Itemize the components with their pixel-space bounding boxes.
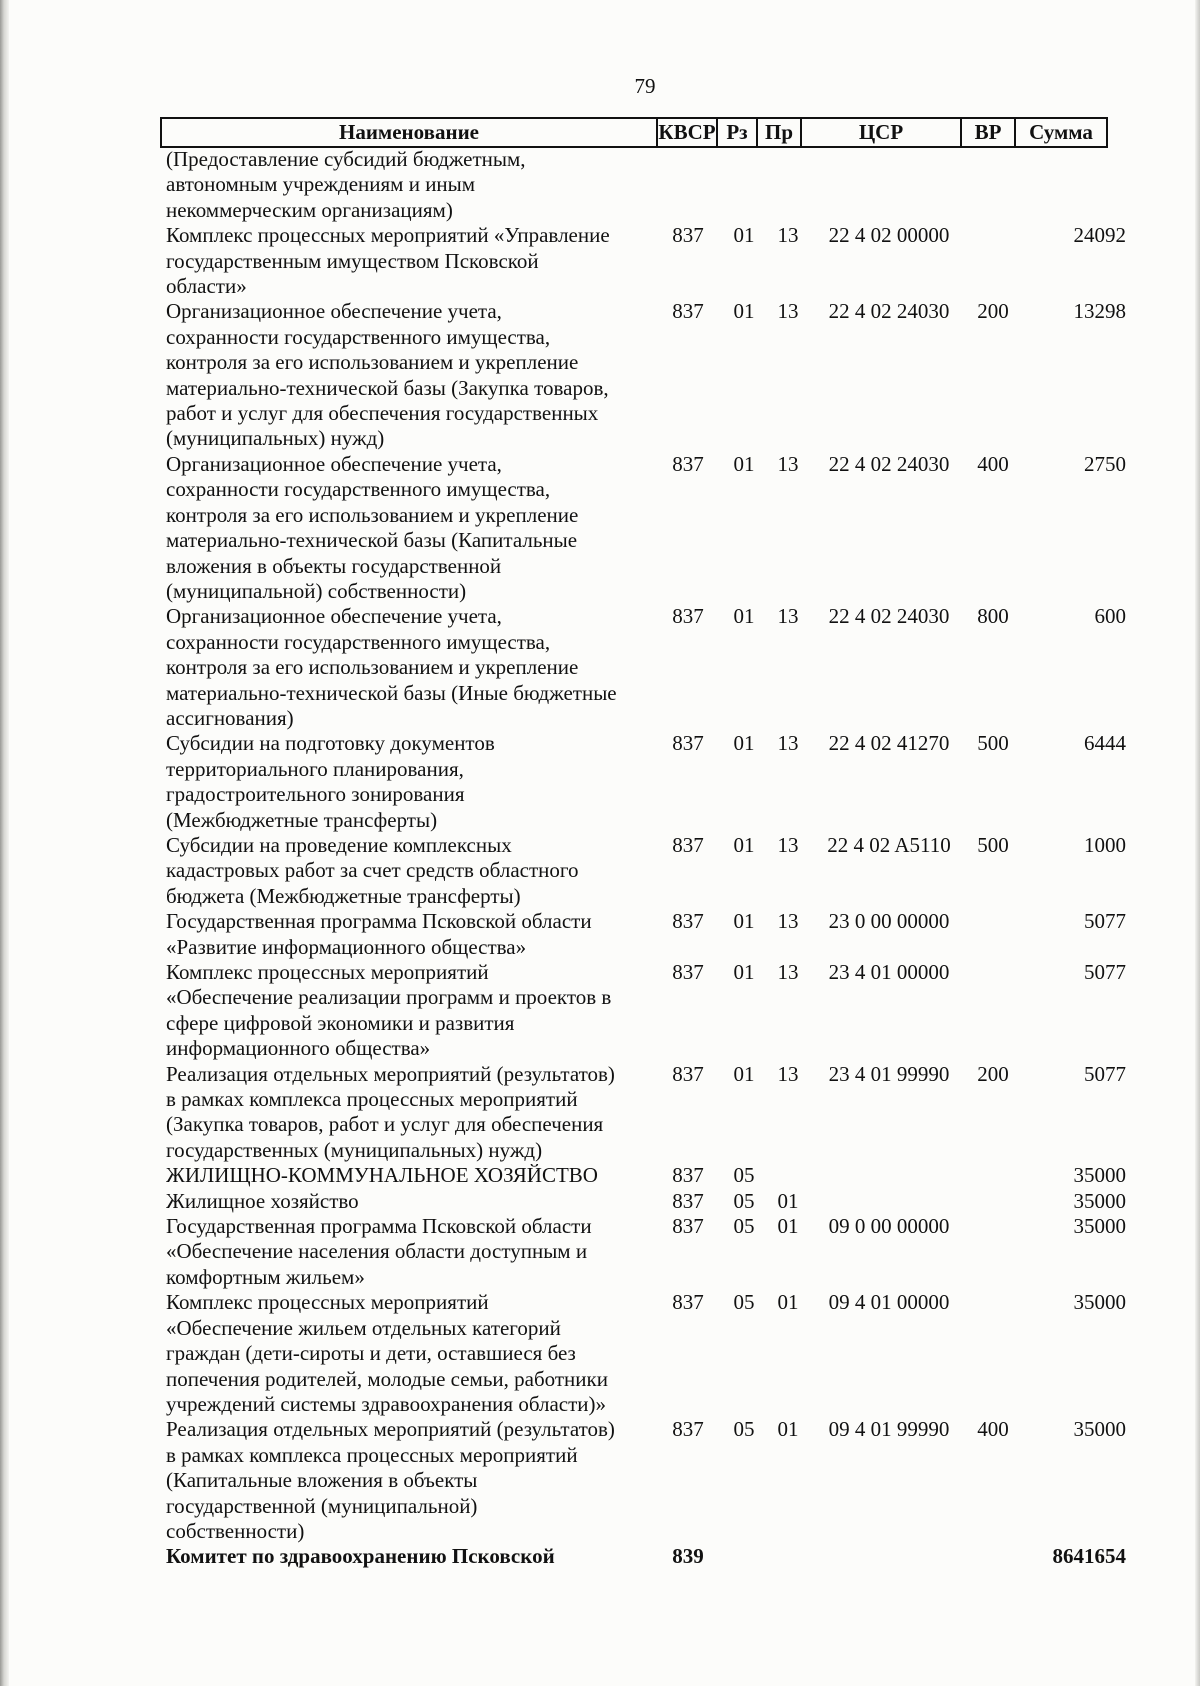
row-name-line: «Обеспечение населения области доступным и xyxy=(166,1239,588,1264)
row-vr: 200 xyxy=(977,299,1009,324)
row-rz: 05 xyxy=(733,1214,755,1239)
row-name-line: некоммерческим организациям) xyxy=(166,197,453,222)
row-name-line: Организационное обеспечение учета, xyxy=(166,451,502,476)
row-summa: 5077 xyxy=(1084,909,1126,934)
row-vr: 500 xyxy=(977,731,1009,756)
row-pr: 13 xyxy=(777,1061,799,1086)
row-vr: 500 xyxy=(977,832,1009,857)
header-name: Наименование xyxy=(339,120,479,144)
row-summa: 5077 xyxy=(1084,960,1126,984)
row-name-line: граждан (дети-сироты и дети, оставшиеся без xyxy=(166,1341,576,1366)
table-header xyxy=(160,117,1108,148)
row-pr: 13 xyxy=(777,451,799,476)
row-name-line: государственным имуществом Псковской xyxy=(166,248,539,273)
row-pr: 01 xyxy=(777,1417,799,1442)
row-name-line: сохранности государственного имущества, xyxy=(166,629,551,654)
row-name-line: Комплекс процессных мероприятий xyxy=(166,960,489,984)
row-rz: 01 xyxy=(733,451,755,476)
row-name xyxy=(166,960,646,1062)
table-body xyxy=(0,147,1200,1570)
row-pr: 13 xyxy=(777,223,799,248)
row-summa: 1000 xyxy=(1084,832,1126,857)
row-name-line: государственных (муниципальных) нужд) xyxy=(166,1137,543,1162)
row-vr: 400 xyxy=(977,451,1009,476)
row-pr: 01 xyxy=(777,1290,799,1315)
row-name-line: сохранности государственного имущества, xyxy=(166,324,551,349)
row-pr: 13 xyxy=(777,604,799,629)
table-row xyxy=(0,604,1200,731)
row-name-line: градостроительного зонирования xyxy=(166,782,465,807)
row-csr: 23 4 01 99990 xyxy=(828,1061,950,1086)
row-pr: 13 xyxy=(777,960,799,984)
row-name xyxy=(166,1544,646,1569)
row-rz: 01 xyxy=(733,604,755,629)
row-name xyxy=(166,833,646,909)
row-kvsr: 837 xyxy=(672,960,704,984)
row-name-line: (муниципальной) собственности) xyxy=(166,578,467,603)
row-name-line: Жилищное хозяйство xyxy=(166,1188,359,1213)
row-name-line: учреждений системы здравоохранения области)» xyxy=(166,1391,607,1416)
row-name-line: сфере цифровой экономики и развития xyxy=(166,1010,515,1035)
row-summa: 13298 xyxy=(1073,299,1126,324)
table-row xyxy=(0,1062,1200,1164)
row-summa: 8641654 xyxy=(1052,1544,1126,1569)
row-name-line: кадастровых работ за счет средств областного xyxy=(166,858,579,883)
row-name-line: материально-технической базы (Капитальные xyxy=(166,528,578,553)
table-row xyxy=(0,452,1200,604)
row-name xyxy=(166,147,646,223)
row-kvsr: 837 xyxy=(672,604,704,629)
row-name-line: Организационное обеспечение учета, xyxy=(166,604,502,629)
header-pr: Пр xyxy=(764,120,793,144)
row-name xyxy=(166,299,646,451)
row-name-line: ассигнования) xyxy=(166,705,294,730)
row-kvsr: 837 xyxy=(672,1163,704,1188)
row-name-line: области» xyxy=(166,274,247,299)
table-row xyxy=(0,731,1200,833)
row-vr: 800 xyxy=(977,604,1009,629)
row-csr: 22 4 02 24030 xyxy=(828,299,950,324)
row-rz: 05 xyxy=(733,1163,755,1188)
row-kvsr: 837 xyxy=(672,223,704,248)
row-kvsr: 837 xyxy=(672,832,704,857)
row-kvsr: 837 xyxy=(672,909,704,934)
row-name xyxy=(166,1163,646,1188)
row-kvsr: 837 xyxy=(672,1290,704,1315)
row-name-line: Субсидии на проведение комплексных xyxy=(166,832,512,857)
row-name-line: контроля за его использованием и укрепление xyxy=(166,502,579,527)
table-row xyxy=(0,833,1200,909)
table-row xyxy=(0,147,1200,223)
row-name xyxy=(166,909,646,960)
header-csr: ЦСР xyxy=(858,120,904,144)
row-csr: 22 4 02 41270 xyxy=(828,731,950,756)
row-rz: 05 xyxy=(733,1290,755,1315)
row-summa: 5077 xyxy=(1084,1061,1126,1086)
row-kvsr: 837 xyxy=(672,731,704,756)
row-summa: 2750 xyxy=(1084,451,1126,476)
row-name xyxy=(166,223,646,299)
row-name xyxy=(166,452,646,604)
row-name-line: «Обеспечение реализации программ и проектов в xyxy=(166,985,612,1010)
header-rz: Рз xyxy=(726,120,748,144)
row-name-line: Реализация отдельных мероприятий (результатов) xyxy=(166,1061,615,1086)
row-name-line: Субсидии на подготовку документов xyxy=(166,731,495,756)
row-name-line: Организационное обеспечение учета, xyxy=(166,299,502,324)
row-kvsr: 837 xyxy=(672,299,704,324)
row-name-line: ЖИЛИЩНО-КОММУНАЛЬНОЕ ХОЗЯЙСТВО xyxy=(166,1163,598,1188)
row-name-line: сохранности государственного имущества, xyxy=(166,477,551,502)
row-name-line: в рамках комплекса процессных мероприятий xyxy=(166,1442,578,1467)
row-rz: 01 xyxy=(733,960,755,984)
table-row xyxy=(0,223,1200,299)
row-name-line: государственной (муниципальной) xyxy=(166,1493,478,1518)
row-rz: 05 xyxy=(733,1417,755,1442)
row-rz: 01 xyxy=(733,223,755,248)
row-csr: 22 4 02 A5110 xyxy=(827,832,951,857)
table-row xyxy=(0,1163,1200,1188)
row-name-line: (Закупка товаров, работ и услуг для обеспечения xyxy=(166,1112,604,1137)
row-name-line: «Развитие информационного общества» xyxy=(166,934,527,959)
row-name-line: территориального планирования, xyxy=(166,756,464,781)
row-rz: 01 xyxy=(733,731,755,756)
row-summa: 35000 xyxy=(1073,1163,1126,1188)
row-rz: 01 xyxy=(733,1061,755,1086)
row-vr: 400 xyxy=(977,1417,1009,1442)
row-kvsr: 837 xyxy=(672,1188,704,1213)
row-name xyxy=(166,1062,646,1164)
table-row xyxy=(0,299,1200,451)
row-name xyxy=(166,1214,646,1290)
table-row xyxy=(0,960,1200,1062)
row-name-line: Государственная программа Псковской области xyxy=(166,1214,592,1239)
row-csr: 23 4 01 00000 xyxy=(828,960,950,984)
row-pr: 13 xyxy=(777,299,799,324)
row-name xyxy=(166,1189,646,1214)
table-row xyxy=(0,1417,1200,1544)
row-pr: 13 xyxy=(777,909,799,934)
row-name-line: комфортным жильем» xyxy=(166,1264,365,1289)
row-summa: 35000 xyxy=(1073,1214,1126,1239)
row-name-line: контроля за его использованием и укрепление xyxy=(166,655,579,680)
row-name-line: работ и услуг для обеспечения государственных xyxy=(166,401,599,426)
row-csr: 22 4 02 24030 xyxy=(828,451,950,476)
row-summa: 6444 xyxy=(1084,731,1126,756)
row-summa: 35000 xyxy=(1073,1290,1126,1315)
table-row xyxy=(0,1214,1200,1290)
table-row xyxy=(0,1189,1200,1214)
row-kvsr: 837 xyxy=(672,1214,704,1239)
row-name-line: попечения родителей, молодые семьи, работники xyxy=(166,1366,608,1391)
row-name xyxy=(166,604,646,731)
row-name-line: Реализация отдельных мероприятий (результатов) xyxy=(166,1417,615,1442)
row-kvsr: 837 xyxy=(672,1417,704,1442)
row-name-line: «Обеспечение жильем отдельных категорий xyxy=(166,1315,561,1340)
table-row xyxy=(0,1290,1200,1417)
row-name-line: бюджета (Межбюджетные трансферты) xyxy=(166,883,521,908)
row-name-line: Комплекс процессных мероприятий «Управление xyxy=(166,223,610,248)
row-kvsr: 839 xyxy=(672,1544,704,1569)
row-rz: 01 xyxy=(733,832,755,857)
row-summa: 35000 xyxy=(1073,1188,1126,1213)
row-name-line: материально-технической базы (Закупка товаров, xyxy=(166,375,609,400)
row-csr: 22 4 02 00000 xyxy=(828,223,950,248)
row-pr: 01 xyxy=(777,1188,799,1213)
row-name-line: контроля за его использованием и укрепление xyxy=(166,350,579,375)
table-row xyxy=(0,909,1200,960)
row-name-line: Комплекс процессных мероприятий xyxy=(166,1290,489,1315)
row-name-line: материально-технической базы (Иные бюджетные xyxy=(166,680,617,705)
header-vr: ВР xyxy=(974,120,1002,144)
row-name-line: в рамках комплекса процессных мероприятий xyxy=(166,1087,578,1112)
row-csr: 09 0 00 00000 xyxy=(828,1214,950,1239)
row-csr: 09 4 01 00000 xyxy=(828,1290,950,1315)
row-csr: 09 4 01 99990 xyxy=(828,1417,950,1442)
row-summa: 600 xyxy=(1094,604,1126,629)
row-kvsr: 837 xyxy=(672,451,704,476)
row-name-line: (Межбюджетные трансферты) xyxy=(166,807,438,832)
page-number: 79 xyxy=(634,74,656,98)
row-vr: 200 xyxy=(977,1061,1009,1086)
row-rz: 01 xyxy=(733,299,755,324)
header-summa: Сумма xyxy=(1029,120,1093,144)
row-name-line: (Капитальные вложения в объекты xyxy=(166,1468,478,1493)
row-rz: 01 xyxy=(733,909,755,934)
row-pr: 01 xyxy=(777,1214,799,1239)
row-name-line: Комитет по здравоохранению Псковской xyxy=(166,1544,555,1569)
row-csr: 22 4 02 24030 xyxy=(828,604,950,629)
row-name xyxy=(166,1290,646,1417)
row-name-line: информационного общества» xyxy=(166,1036,431,1061)
row-name-line: (муниципальных) нужд) xyxy=(166,426,385,451)
row-name xyxy=(166,1417,646,1544)
row-csr: 23 0 00 00000 xyxy=(828,909,950,934)
table-row xyxy=(0,1544,1200,1569)
row-name-line: автономным учреждениям и иным xyxy=(166,172,476,197)
row-name-line: (Предоставление субсидий бюджетным, xyxy=(166,147,526,171)
row-name-line: Государственная программа Псковской области xyxy=(166,909,592,934)
row-name-line: собственности) xyxy=(166,1518,305,1543)
row-name-line: вложения в объекты государственной xyxy=(166,553,502,578)
row-summa: 24092 xyxy=(1073,223,1126,248)
row-rz: 05 xyxy=(733,1188,755,1213)
row-pr: 13 xyxy=(777,832,799,857)
row-name xyxy=(166,731,646,833)
row-summa: 35000 xyxy=(1073,1417,1126,1442)
row-kvsr: 837 xyxy=(672,1061,704,1086)
row-pr: 13 xyxy=(777,731,799,756)
header-kvsr: КВСР xyxy=(658,120,716,144)
